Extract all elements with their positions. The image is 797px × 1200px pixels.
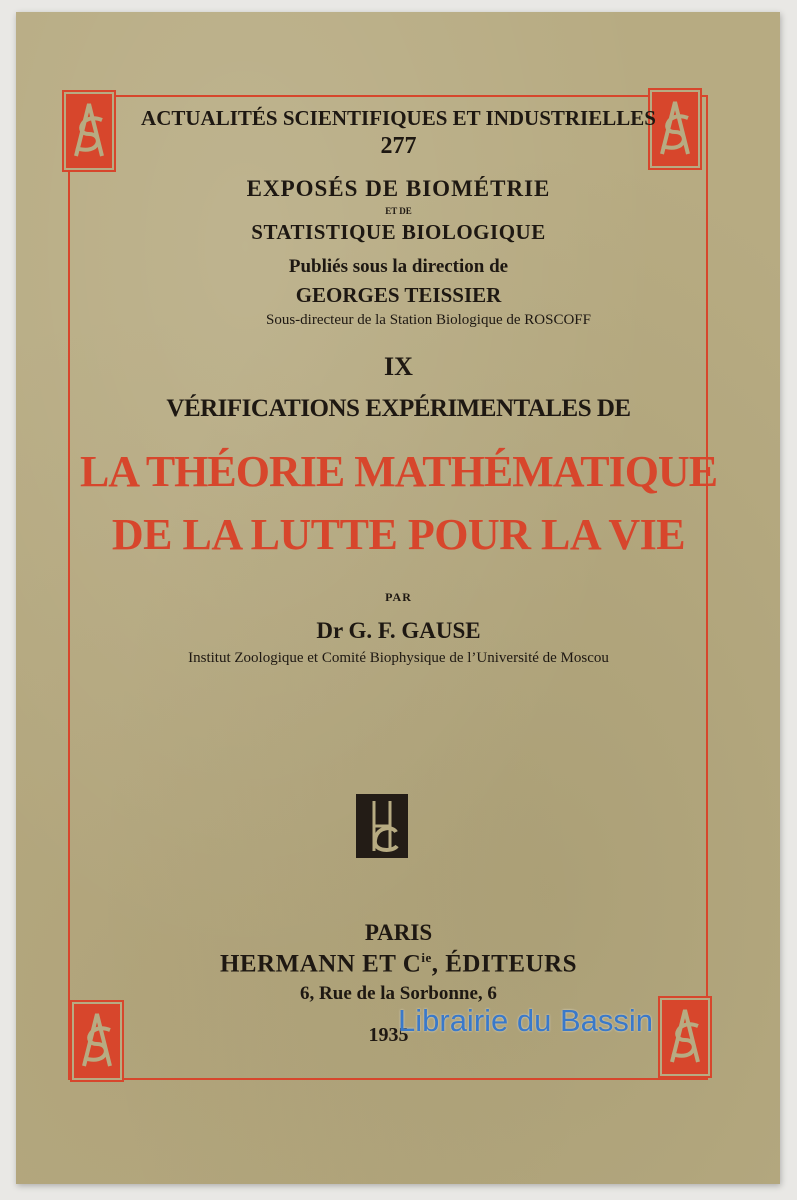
publisher-name-suffix: , ÉDITEURS: [431, 950, 578, 978]
title-intro: VÉRIFICATIONS EXPÉRIMENTALES DE: [166, 395, 631, 422]
author-affiliation: Institut Zoologique et Comité Biophysique de l’Université de Moscou: [188, 650, 609, 666]
author-name: Dr G. F. GAUSE: [316, 618, 481, 643]
subseries-line1: EXPOSÉS DE BIOMÉTRIE: [246, 176, 551, 201]
main-title-line1: LA THÉORIE MATHÉMATIQUE: [79, 447, 718, 496]
volume-number: IX: [384, 352, 413, 381]
hc-monogram-icon: [353, 792, 411, 860]
editor-affiliation: Sous-directeur de la Station Biologique de ROSCOFF: [266, 312, 591, 328]
publisher-name: [0, 950, 797, 978]
editor-name: GEORGES TEISSIER: [295, 283, 502, 307]
direction-text: Publiés sous la direction de: [288, 256, 509, 277]
publisher-name-main: HERMANN ET C: [219, 950, 422, 978]
series-title: ACTUALITÉS SCIENTIFIQUES ET INDUSTRIELLES: [141, 106, 656, 130]
publisher-city: PARIS: [364, 920, 433, 945]
publisher-name-superscript: ie: [421, 950, 432, 965]
subseries-line2: STATISTIQUE BIOLOGIQUE: [251, 220, 546, 244]
series-number: 277: [380, 133, 417, 159]
subseries-conjunction: ET DE: [385, 206, 412, 216]
watermark: Librairie du Bassin: [398, 1003, 654, 1038]
publisher-address: 6, Rue de la Sorbonne, 6: [300, 983, 497, 1004]
by-label: PAR: [385, 590, 412, 604]
main-title-line2: DE LA LUTTE POUR LA VIE: [111, 510, 686, 559]
publication-year: 1935: [368, 1024, 409, 1046]
